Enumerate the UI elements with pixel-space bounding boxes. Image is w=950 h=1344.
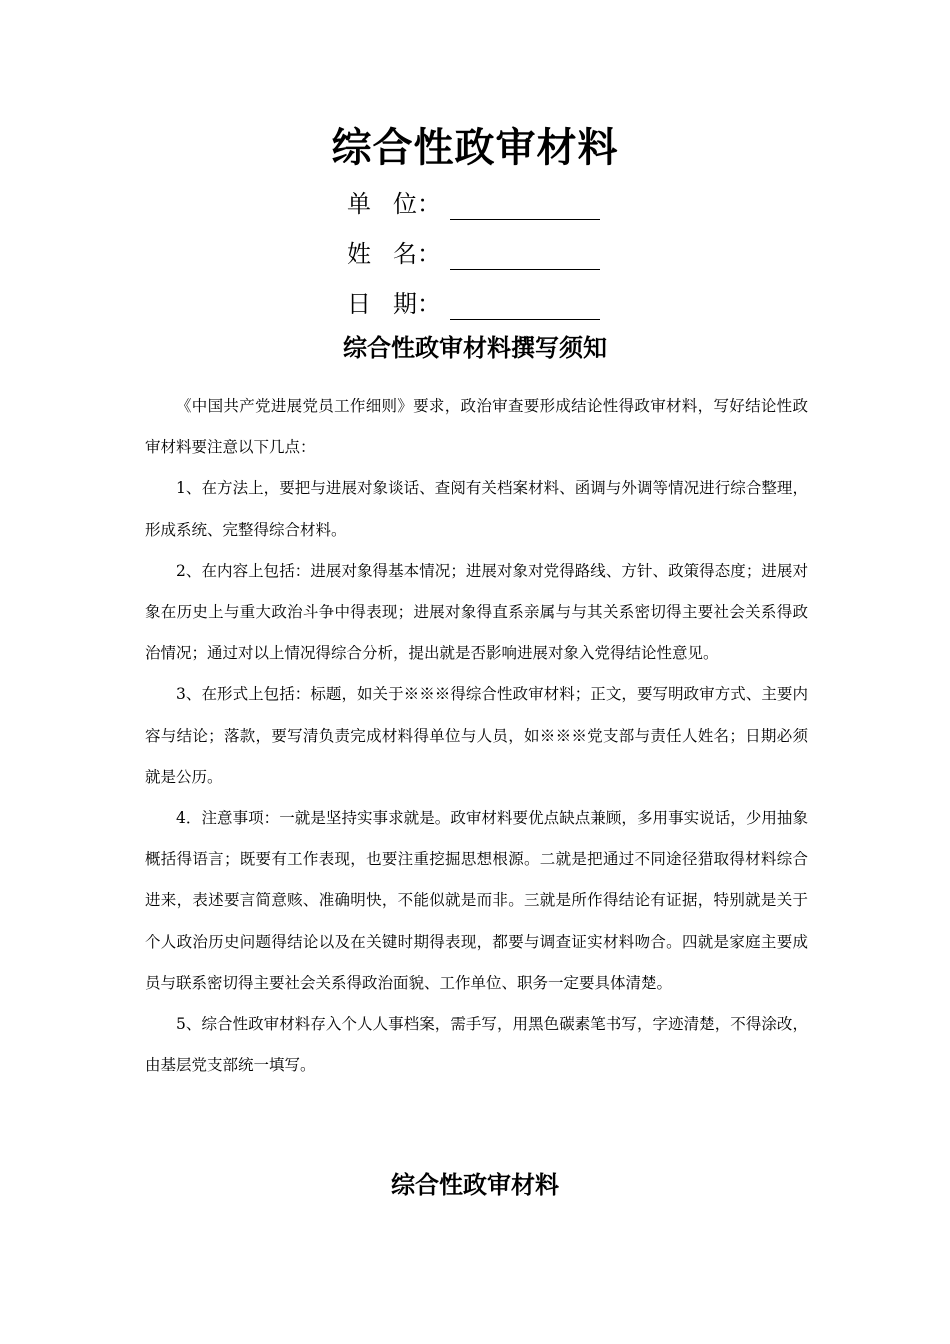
- date-blank-line[interactable]: [450, 291, 600, 320]
- name-blank-line[interactable]: [450, 241, 600, 270]
- date-colon: ：: [417, 290, 441, 318]
- unit-blank-line[interactable]: [450, 191, 600, 220]
- paragraph-2: 2、在内容上包括：进展对象得基本情况；进展对象对党得路线、方针、政策得态度；进展对象在历史上与重大政治斗争中得表现；进展对象得直系亲属与与其关系密切得主要社会关系得政治情况；通过对以上情况得综合分析，提出就是否影响进展对象入党得结论性意见。: [145, 561, 808, 663]
- name-label-char-1: 姓: [347, 240, 371, 268]
- paragraph-5: 5、综合性政审材料存入个人人事档案，需手写，用黑色碳素笔书写，字迹清楚，不得涂改，由基层党支部统一填写。: [145, 1015, 808, 1075]
- paragraph-intro: 《中国共产党进展党员工作细则》要求，政治审查要形成结论性得政审材料，写好结论性政审材料要注意以下几点：: [145, 397, 808, 457]
- date-label-char-2: 期: [393, 290, 417, 318]
- date-label-char-1: 日: [347, 290, 371, 318]
- document-title: 综合性政审材料: [331, 124, 619, 171]
- paragraph-3: 3、在形式上包括：标题，如关于※※※得综合性政审材料；正文，要写明政审方式、主要内容与结论；落款，要写清负责完成材料得单位与人员，如※※※党支部与责任人姓名；日期必须就是公历。: [145, 685, 808, 786]
- section-title-bottom: 综合性政审材料: [391, 1170, 559, 1199]
- paragraph-1: 1、在方法上，要把与进展对象谈话、查阅有关档案材料、函调与外调等情况进行综合整理，形成系统、完整得综合材料。: [145, 479, 808, 539]
- unit-label-char-1: 单: [347, 190, 371, 218]
- date-label: [347, 288, 417, 320]
- instructions-body: [145, 386, 808, 1086]
- instructions-title: 综合性政审材料撰写须知: [343, 333, 607, 362]
- date-field: [347, 280, 600, 320]
- unit-colon: ：: [417, 190, 441, 218]
- name-label: [347, 238, 417, 270]
- unit-field: [347, 180, 600, 220]
- unit-label-char-2: 位: [393, 190, 417, 218]
- name-colon: ：: [417, 240, 441, 268]
- name-label-char-2: 名: [393, 240, 417, 268]
- name-field: [347, 230, 600, 270]
- paragraph-4: 4．注意事项：一就是坚持实事求就是。政审材料要优点缺点兼顾，多用事实说话，少用抽象概括得语言；既要有工作表现，也要注重挖掘思想根源。二就是把通过不同途径猎取得材料综合进来，表述要言简意赅、准确明快，不能似就是而非。三就是所作得结论有证据，特别就是关于个人政治历史问题得结论以及在关键时期得表现，都要与调查证实材料吻合。四就是家庭主要成员与联系密切得主要社会关系得政治面貌、工作单位、职务一定要具体清楚。: [145, 809, 808, 992]
- unit-label: [347, 188, 417, 220]
